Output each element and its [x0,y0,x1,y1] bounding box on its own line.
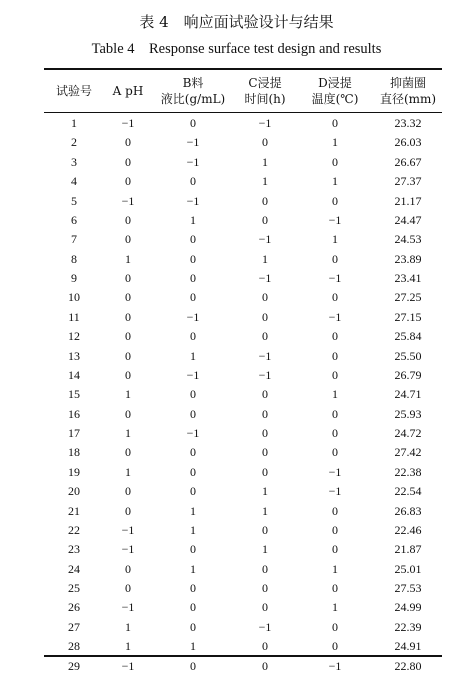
table-row [0,637,473,656]
cell-trial-number: 2 [71,135,77,150]
cell-factor-a-ph: 1 [125,464,131,479]
cell-factor-b-ratio: 0 [190,271,196,285]
table-row [0,618,473,637]
header-line: A pH [112,83,144,98]
cell-factor-b-ratio: 0 [190,619,196,634]
cell-inhibition-zone-diameter: 27.15 [394,309,422,324]
cell-factor-c-time: 1 [262,484,268,499]
header-line: D浸提 [318,75,352,90]
table-row [0,308,473,327]
cell-factor-a-ph: −1 [121,116,135,130]
cell-factor-d-temperature: 0 [332,639,338,654]
cell-factor-c-time: 1 [262,154,268,169]
cell-trial-number: 9 [71,271,77,285]
cell-trial-number: 13 [68,348,80,363]
cell-factor-c-time: −1 [258,348,272,363]
cell-inhibition-zone-diameter: 22.46 [394,522,422,537]
cell-factor-b-ratio: 0 [190,484,196,499]
cell-inhibition-zone-diameter: 22.38 [394,464,422,479]
cell-inhibition-zone-diameter: 21.87 [394,542,422,557]
cell-factor-d-temperature: 1 [332,561,338,576]
table-body [0,114,473,676]
table-row [0,443,473,462]
table-row [0,327,473,346]
cell-factor-d-temperature: 1 [332,174,338,189]
table-row [0,133,473,152]
cell-factor-a-ph: 0 [125,271,131,285]
cell-trial-number: 1 [71,116,77,130]
cell-factor-b-ratio: −1 [186,154,200,169]
cell-factor-d-temperature: 0 [332,522,338,537]
cell-inhibition-zone-diameter: 25.01 [394,561,422,576]
cell-factor-d-temperature: 1 [332,387,338,402]
cell-factor-c-time: 0 [262,639,268,654]
cell-inhibition-zone-diameter: 24.47 [394,212,422,227]
cell-factor-b-ratio: 0 [190,329,196,344]
cell-factor-d-temperature: 0 [332,290,338,305]
cell-inhibition-zone-diameter: 25.93 [394,406,422,421]
cell-inhibition-zone-diameter: 26.79 [394,367,422,382]
cell-factor-c-time: 0 [262,193,268,208]
cell-factor-b-ratio: −1 [186,367,200,382]
cell-factor-b-ratio: 0 [190,116,196,130]
cell-inhibition-zone-diameter: 27.53 [394,581,422,595]
cell-factor-a-ph: 0 [125,503,131,518]
cell-inhibition-zone-diameter: 21.17 [394,193,422,208]
cell-trial-number: 21 [68,503,80,518]
table-row [0,192,473,211]
cell-factor-c-time: −1 [258,116,272,130]
cell-factor-d-temperature: 0 [332,154,338,169]
cell-factor-d-temperature: 0 [332,445,338,460]
cell-factor-b-ratio: 1 [190,522,196,537]
cell-trial-number: 19 [68,464,80,479]
cell-factor-b-ratio: 0 [190,174,196,189]
table-row [0,114,473,133]
cell-factor-a-ph: 0 [125,445,131,460]
cell-factor-a-ph: 0 [125,581,131,595]
header-factor-a-ph [113,69,144,112]
cell-factor-d-temperature: 0 [332,581,338,595]
cell-factor-b-ratio: −1 [186,135,200,150]
cell-factor-a-ph: 0 [125,135,131,150]
cell-factor-b-ratio: −1 [186,193,200,208]
header-line: B料 [182,75,204,90]
cell-factor-a-ph: 1 [125,251,131,266]
header-factor-d-temperature [312,69,359,112]
cell-factor-a-ph: 0 [125,232,131,247]
cell-inhibition-zone-diameter: 23.41 [394,271,422,285]
header-factor-c-time [244,69,285,112]
cell-factor-c-time: 0 [262,600,268,615]
cell-factor-d-temperature: 1 [332,232,338,247]
table-header-rule [44,112,442,113]
cell-factor-a-ph: 0 [125,212,131,227]
table-row [0,385,473,404]
table-row [0,211,473,230]
cell-factor-a-ph: 0 [125,406,131,421]
cell-factor-b-ratio: 1 [190,348,196,363]
cell-factor-b-ratio: 0 [190,464,196,479]
cell-trial-number: 17 [68,426,80,440]
cell-factor-d-temperature: 0 [332,406,338,421]
header-line: 抑菌圈 [389,75,426,90]
cell-factor-c-time: 0 [262,658,268,673]
table-row [0,347,473,366]
cell-factor-a-ph: 0 [125,290,131,305]
cell-inhibition-zone-diameter: 24.91 [394,639,422,654]
cell-factor-b-ratio: 0 [190,406,196,421]
cell-factor-a-ph: 0 [125,484,131,499]
cell-trial-number: 5 [71,193,77,208]
table-row [0,288,473,307]
cell-factor-b-ratio: −1 [186,426,200,440]
cell-factor-d-temperature: 0 [332,348,338,363]
header-line: 直径(mm) [379,91,437,106]
cell-factor-a-ph: −1 [121,193,135,208]
cell-factor-c-time: −1 [258,232,272,247]
table-row [0,482,473,501]
cell-inhibition-zone-diameter: 27.37 [394,174,422,189]
cell-factor-d-temperature: −1 [328,484,342,499]
cell-factor-c-time: 0 [262,445,268,460]
cell-factor-c-time: 0 [262,581,268,595]
header-line: 温度(℃) [311,91,359,106]
cell-factor-b-ratio: 0 [190,232,196,247]
cell-factor-a-ph: 0 [125,561,131,576]
cell-factor-c-time: −1 [258,619,272,634]
cell-factor-c-time: 1 [262,503,268,518]
cell-factor-d-temperature: −1 [328,309,342,324]
header-factor-b-ratio [161,69,225,112]
table-row [0,598,473,617]
cell-trial-number: 6 [71,212,77,227]
table-row [0,366,473,385]
cell-factor-b-ratio: 1 [190,212,196,227]
cell-inhibition-zone-diameter: 23.89 [394,251,422,266]
cell-factor-d-temperature: 0 [332,426,338,440]
cell-inhibition-zone-diameter: 22.54 [394,484,422,499]
cell-trial-number: 12 [68,329,80,344]
cell-trial-number: 4 [71,174,77,189]
cell-factor-c-time: 0 [262,329,268,344]
cell-factor-b-ratio: 1 [190,503,196,518]
cell-factor-d-temperature: 1 [332,600,338,615]
table-row [0,153,473,172]
cell-factor-c-time: 0 [262,290,268,305]
table-row [0,269,473,288]
cell-trial-number: 7 [71,232,77,247]
cell-factor-c-time: 1 [262,542,268,557]
cell-inhibition-zone-diameter: 26.67 [394,154,422,169]
cell-factor-d-temperature: 1 [332,135,338,150]
table-row [0,502,473,521]
cell-trial-number: 28 [68,639,80,654]
cell-trial-number: 8 [71,251,77,266]
table-row [0,540,473,559]
cell-factor-b-ratio: 0 [190,290,196,305]
cell-trial-number: 22 [68,522,80,537]
header-trial-number [56,69,92,112]
cell-factor-b-ratio: 1 [190,561,196,576]
cell-inhibition-zone-diameter: 24.71 [394,387,422,402]
cell-factor-b-ratio: 0 [190,251,196,266]
table-row [0,424,473,443]
cell-inhibition-zone-diameter: 24.72 [394,426,422,440]
cell-factor-d-temperature: −1 [328,271,342,285]
header-line: 液比(g/mL) [160,91,226,106]
cell-factor-c-time: 1 [262,251,268,266]
cell-factor-a-ph: 1 [125,387,131,402]
cell-factor-c-time: 0 [262,522,268,537]
cell-factor-c-time: 0 [262,561,268,576]
cell-factor-d-temperature: 0 [332,503,338,518]
cell-inhibition-zone-diameter: 24.53 [394,232,422,247]
table-header-row [0,69,473,112]
table-row [0,560,473,579]
cell-inhibition-zone-diameter: 25.50 [394,348,422,363]
cell-trial-number: 18 [68,445,80,460]
cell-trial-number: 27 [68,619,80,634]
cell-trial-number: 23 [68,542,80,557]
cell-factor-d-temperature: 0 [332,193,338,208]
cell-factor-b-ratio: 0 [190,600,196,615]
cell-inhibition-zone-diameter: 26.83 [394,503,422,518]
cell-factor-c-time: 0 [262,464,268,479]
table-row [0,521,473,540]
cell-factor-a-ph: 0 [125,367,131,382]
cell-factor-b-ratio: 0 [190,658,196,673]
table-row [0,405,473,424]
cell-factor-a-ph: 0 [125,174,131,189]
cell-inhibition-zone-diameter: 22.39 [394,619,422,634]
header-inhibition-zone-diameter [380,69,436,112]
table-title-chinese: 表 4 响应面试验设计与结果 [139,13,334,31]
cell-factor-b-ratio: 0 [190,387,196,402]
cell-factor-c-time: −1 [258,271,272,285]
table-row [0,230,473,249]
cell-trial-number: 11 [68,309,80,324]
cell-trial-number: 15 [68,387,80,402]
cell-trial-number: 14 [68,367,80,382]
cell-inhibition-zone-diameter: 26.03 [394,135,422,150]
cell-factor-c-time: 0 [262,406,268,421]
cell-trial-number: 24 [68,561,80,576]
cell-factor-b-ratio: −1 [186,309,200,324]
cell-inhibition-zone-diameter: 27.42 [394,445,422,460]
cell-factor-a-ph: 1 [125,426,131,440]
cell-factor-a-ph: −1 [121,658,135,673]
cell-factor-a-ph: 1 [125,639,131,654]
cell-factor-a-ph: 0 [125,348,131,363]
table-row [0,463,473,482]
cell-factor-d-temperature: −1 [328,212,342,227]
cell-factor-c-time: 0 [262,212,268,227]
cell-factor-d-temperature: 0 [332,329,338,344]
cell-factor-b-ratio: 0 [190,581,196,595]
cell-inhibition-zone-diameter: 23.32 [394,116,422,130]
header-line: 时间(h) [244,91,286,106]
cell-trial-number: 20 [68,484,80,499]
cell-factor-d-temperature: 0 [332,116,338,130]
cell-factor-b-ratio: 0 [190,445,196,460]
cell-factor-c-time: 0 [262,426,268,440]
cell-factor-a-ph: −1 [121,522,135,537]
cell-factor-c-time: 0 [262,309,268,324]
table-row [0,657,473,676]
cell-factor-a-ph: −1 [121,600,135,615]
cell-factor-a-ph: 0 [125,154,131,169]
cell-factor-a-ph: 1 [125,619,131,634]
cell-trial-number: 3 [71,154,77,169]
cell-factor-d-temperature: 0 [332,619,338,634]
cell-factor-b-ratio: 0 [190,542,196,557]
header-line: C浸提 [248,75,282,90]
cell-factor-d-temperature: 0 [332,251,338,266]
table-bottom-rule [44,655,442,657]
cell-factor-d-temperature: −1 [328,464,342,479]
cell-factor-d-temperature: −1 [328,658,342,673]
cell-factor-c-time: 0 [262,135,268,150]
cell-factor-a-ph: 0 [125,309,131,324]
table-row [0,172,473,191]
header-line: 试验号 [55,83,93,98]
cell-trial-number: 16 [68,406,80,421]
cell-trial-number: 29 [68,658,80,673]
cell-factor-a-ph: 0 [125,329,131,344]
cell-trial-number: 26 [68,600,80,615]
cell-factor-c-time: 0 [262,387,268,402]
cell-factor-c-time: 1 [262,174,268,189]
cell-trial-number: 25 [68,581,80,595]
cell-inhibition-zone-diameter: 27.25 [394,290,422,305]
cell-factor-d-temperature: 0 [332,367,338,382]
table-row [0,250,473,269]
cell-inhibition-zone-diameter: 22.80 [394,658,422,673]
table-title-english: Table 4 Response surface test design and results [91,41,382,57]
cell-factor-b-ratio: 1 [190,639,196,654]
cell-trial-number: 10 [68,290,80,305]
cell-inhibition-zone-diameter: 25.84 [394,329,422,344]
cell-inhibition-zone-diameter: 24.99 [394,600,422,615]
cell-factor-a-ph: −1 [121,542,135,557]
cell-factor-c-time: −1 [258,367,272,382]
table-row [0,579,473,598]
cell-factor-d-temperature: 0 [332,542,338,557]
